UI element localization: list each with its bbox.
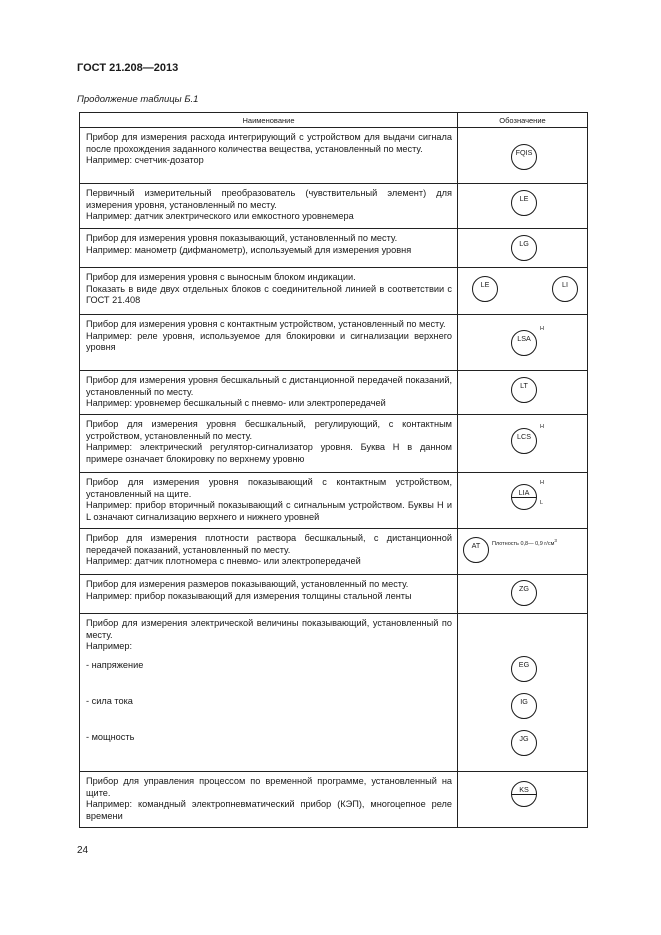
table-row bbox=[80, 315, 588, 371]
row-description: Прибор для измерения плотности раствора бесшкальный, с дистанционной передачей показаний, установленный по месту. Например: датчик плотномера с пневмо- или электропередачей bbox=[80, 529, 458, 575]
row-symbol bbox=[458, 415, 588, 473]
table-row bbox=[80, 415, 588, 473]
instrument-symbol: LT bbox=[511, 377, 537, 403]
upper-limit-mark: H bbox=[540, 480, 544, 486]
list-item: - сила тока bbox=[86, 696, 133, 706]
table-row bbox=[80, 473, 588, 529]
instrument-symbol: LSA bbox=[511, 330, 537, 356]
row-description: Прибор для измерения уровня с контактным устройством, установленный по месту. Например: реле уровня, используемое для блокировки и сигнализации верхнего уровня bbox=[80, 315, 458, 371]
row-symbol bbox=[458, 184, 588, 229]
row-symbol bbox=[458, 371, 588, 415]
upper-limit-mark: H bbox=[540, 424, 544, 430]
row-symbol bbox=[458, 268, 588, 315]
instrument-symbol: LE bbox=[511, 190, 537, 216]
instrument-symbol-indicator: LI bbox=[552, 276, 578, 302]
density-note: Плотность 0,8— 0,9 $г/см^3$ bbox=[492, 538, 557, 547]
table-row bbox=[80, 575, 588, 614]
row-description: Прибор для измерения электрической величины показывающий, установленный по месту. Например: - напряжение - сила тока - мощность bbox=[80, 614, 458, 772]
standard-title: ГОСТ 21.208—2013 bbox=[77, 62, 179, 74]
row-description: Первичный измерительный преобразователь (чувствительный элемент) для измерения уровня, установленный по месту. Например: датчик электрического или емкостного уровнемера bbox=[80, 184, 458, 229]
row-description: Прибор для измерения уровня показывающий с контактным устройством, установленный на щите. Например: прибор вторичный показывающий с сигнальным устройством. Буквы H и L означают сигнализацию верхнего и нижнего уровней bbox=[80, 473, 458, 529]
upper-limit-mark: H bbox=[540, 326, 544, 332]
row-symbol bbox=[458, 473, 588, 529]
lower-limit-mark: L bbox=[540, 500, 544, 506]
row-description: Прибор для измерения уровня бесшкальный, регулирующий, с контактным устройством, установленный по месту. Например: электрический регулятор-сигнализатор уровня. Буква H в данном примере означает блокировку по верхнему уровню bbox=[80, 415, 458, 473]
page-number: 24 bbox=[77, 845, 89, 856]
table-row bbox=[80, 268, 588, 315]
instrument-symbol: LG bbox=[511, 235, 537, 261]
col-name-header: Наименование bbox=[80, 113, 458, 128]
table-row bbox=[80, 371, 588, 415]
instrument-symbol-power: JG bbox=[511, 730, 537, 756]
row-description: Прибор для измерения расхода интегрирующий с устройством для выдачи сигнала после прохождения заданного количества вещества, установленный по месту. Например: счетчик-дозатор bbox=[80, 128, 458, 184]
instrument-symbol: LCS bbox=[511, 428, 537, 454]
row-symbol bbox=[458, 229, 588, 268]
row-symbol bbox=[458, 315, 588, 371]
table-row bbox=[80, 128, 588, 184]
table-row bbox=[80, 614, 588, 772]
row-description: Прибор для измерения уровня с выносным блоком индикации. Показать в виде двух отдельных блоков с соединительной линией в соответствии с ГОСТ 21.408 bbox=[80, 268, 458, 315]
instrument-symbol-voltage: EG bbox=[511, 656, 537, 682]
row-description: Прибор для измерения уровня бесшкальный с дистанционной передачей показаний, установленный по месту. Например: уровнемер бесшкальный с пневмо- или электропередачей bbox=[80, 371, 458, 415]
instrument-symbol: AT bbox=[463, 537, 489, 563]
row-description: Прибор для измерения уровня показывающий, установленный по месту. Например: манометр (дифманометр), используемый для измерения уровня bbox=[80, 229, 458, 268]
row-symbol bbox=[458, 529, 588, 575]
instrument-symbol: ZG bbox=[511, 580, 537, 606]
row-symbol bbox=[458, 772, 588, 828]
table-row bbox=[80, 772, 588, 828]
col-symbol-header: Обозначение bbox=[458, 113, 588, 128]
row-symbol bbox=[458, 575, 588, 614]
row-description: Прибор для измерения размеров показывающий, установленный по месту. Например: прибор показывающий для измерения толщины стальной ленты bbox=[80, 575, 458, 614]
symbols-table bbox=[79, 112, 588, 828]
list-item: - напряжение bbox=[86, 660, 144, 670]
table-header-row bbox=[80, 113, 588, 128]
row-symbol bbox=[458, 128, 588, 184]
instrument-symbol: FQIS bbox=[511, 144, 537, 170]
table-caption: Продолжение таблицы Б.1 bbox=[77, 94, 199, 105]
row-symbol bbox=[458, 614, 588, 772]
table-row bbox=[80, 529, 588, 575]
table-row bbox=[80, 184, 588, 229]
row-description: Прибор для управления процессом по временной программе, установленный на щите. Например: командный электропневматический прибор (КЭП), многоцепное реле времени bbox=[80, 772, 458, 828]
instrument-symbol-panel: KS bbox=[511, 781, 537, 807]
instrument-symbol-sensor: LE bbox=[472, 276, 498, 302]
list-item: - мощность bbox=[86, 732, 135, 742]
table-row bbox=[80, 229, 588, 268]
instrument-symbol-current: IG bbox=[511, 693, 537, 719]
instrument-symbol-panel: LIA bbox=[511, 484, 537, 510]
